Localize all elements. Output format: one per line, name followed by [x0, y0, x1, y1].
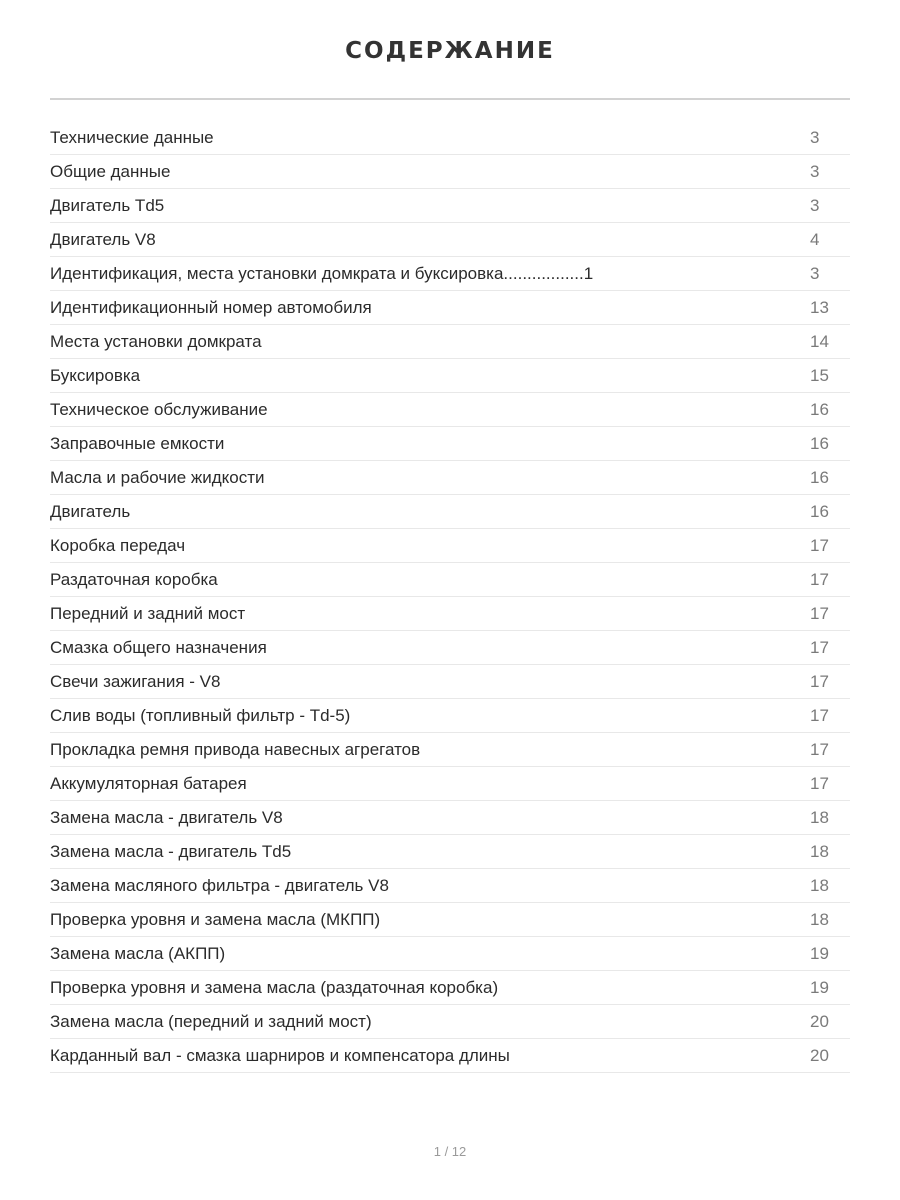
toc-entry-title: Коробка передач	[50, 535, 186, 555]
toc-entry[interactable]	[50, 1005, 850, 1039]
toc-entry-page-number: 16	[810, 399, 829, 419]
toc-entry-title: Замена масла (передний и задний мост)	[50, 1011, 372, 1031]
toc-entry-title: Аккумуляторная батарея	[50, 773, 247, 793]
toc-entry-page-number: 3	[810, 161, 820, 181]
toc-entry[interactable]	[50, 393, 850, 427]
toc-entry-title: Смазка общего назначения	[50, 637, 267, 657]
toc-entry-page-number: 16	[810, 467, 829, 487]
toc-entry-title: Двигатель V8	[50, 229, 156, 249]
toc-entry-page-number: 17	[810, 637, 829, 657]
toc-entry[interactable]	[50, 801, 850, 835]
toc-entry[interactable]	[50, 121, 850, 155]
toc-entry-page-number: 19	[810, 943, 829, 963]
toc-entry[interactable]	[50, 189, 850, 223]
toc-entry-page-number: 3	[810, 263, 820, 283]
toc-entry[interactable]	[50, 903, 850, 937]
toc-entry-title: Замена масла - двигатель V8	[50, 807, 283, 827]
toc-entry-title: Передний и задний мост	[50, 603, 246, 623]
toc-entry-title: Замена масла - двигатель Td5	[50, 841, 292, 861]
toc-entry-title: Проверка уровня и замена масла (МКПП)	[50, 909, 381, 929]
toc-entry[interactable]	[50, 767, 850, 801]
toc-entry-title: Прокладка ремня привода навесных агрегатов	[50, 739, 421, 759]
title-divider	[50, 98, 850, 100]
toc-entry[interactable]	[50, 971, 850, 1005]
toc-entry[interactable]	[50, 937, 850, 971]
toc-entry-title: Двигатель	[50, 501, 131, 521]
toc-entry[interactable]	[50, 1039, 850, 1073]
toc-entry-title: Карданный вал - смазка шарниров и компенсатора длины	[50, 1045, 510, 1065]
toc-entry-title: Масла и рабочие жидкости	[50, 467, 265, 487]
toc-entry-page-number: 20	[810, 1045, 829, 1065]
toc-entry-title: Места установки домкрата	[50, 331, 262, 351]
page-title: СОДЕРЖАНИЕ	[345, 38, 555, 64]
toc-entry-page-number: 17	[810, 535, 829, 555]
toc-entry-title: Раздаточная коробка	[50, 569, 218, 589]
toc-entry[interactable]	[50, 563, 850, 597]
toc-entry-page-number: 4	[810, 229, 820, 249]
toc-entry[interactable]	[50, 325, 850, 359]
page-indicator: 1 / 12	[433, 1144, 467, 1159]
toc-entry-title: Технические данные	[50, 127, 214, 147]
toc-entry-page-number: 13	[810, 297, 829, 317]
toc-entry[interactable]	[50, 869, 850, 903]
toc-entry-page-number: 17	[810, 739, 829, 759]
toc-entry[interactable]	[50, 427, 850, 461]
toc-entry-page-number: 14	[810, 331, 829, 351]
toc-entry-title: Общие данные	[50, 161, 171, 181]
toc-entry-title: Идентификация, места установки домкрата и буксировка.................1	[50, 263, 594, 283]
toc-entry-page-number: 20	[810, 1011, 829, 1031]
toc-entry-page-number: 17	[810, 705, 829, 725]
toc-entry[interactable]	[50, 461, 850, 495]
toc-entry-page-number: 3	[810, 195, 820, 215]
toc-entry[interactable]	[50, 631, 850, 665]
toc-entry[interactable]	[50, 835, 850, 869]
toc-entry-page-number: 18	[810, 909, 829, 929]
toc-entry-page-number: 3	[810, 127, 820, 147]
toc-entry[interactable]	[50, 359, 850, 393]
toc-entry-page-number: 19	[810, 977, 829, 997]
toc-entry[interactable]	[50, 223, 850, 257]
toc-entry-title: Замена масла (АКПП)	[50, 943, 226, 963]
toc-entry[interactable]	[50, 733, 850, 767]
toc-entry-title: Свечи зажигания - V8	[50, 671, 221, 691]
toc-entry-title: Проверка уровня и замена масла (раздаточная коробка)	[50, 977, 499, 997]
toc-entry-page-number: 17	[810, 773, 829, 793]
toc-entry[interactable]	[50, 495, 850, 529]
toc-entry-page-number: 16	[810, 433, 829, 453]
toc-entry-page-number: 17	[810, 671, 829, 691]
toc-entry[interactable]	[50, 257, 850, 291]
toc-entry-page-number: 18	[810, 841, 829, 861]
toc-entry-title: Буксировка	[50, 365, 141, 385]
toc-entry-title: Замена масляного фильтра - двигатель V8	[50, 875, 389, 895]
toc-entry[interactable]	[50, 529, 850, 563]
table-of-contents	[50, 121, 850, 1073]
toc-entry-title: Слив воды (топливный фильтр - Td-5)	[50, 705, 351, 725]
toc-entry[interactable]	[50, 597, 850, 631]
toc-entry-title: Двигатель Td5	[50, 195, 165, 215]
toc-entry-title: Идентификационный номер автомобиля	[50, 297, 372, 317]
toc-entry[interactable]	[50, 291, 850, 325]
toc-entry-page-number: 17	[810, 603, 829, 623]
toc-entry-page-number: 18	[810, 807, 829, 827]
toc-entry-page-number: 17	[810, 569, 829, 589]
toc-entry-page-number: 15	[810, 365, 829, 385]
toc-entry[interactable]	[50, 699, 850, 733]
toc-entry-page-number: 18	[810, 875, 829, 895]
toc-entry-title: Заправочные емкости	[50, 433, 225, 453]
toc-entry-page-number: 16	[810, 501, 829, 521]
toc-entry[interactable]	[50, 155, 850, 189]
toc-entry[interactable]	[50, 665, 850, 699]
toc-entry-title: Техническое обслуживание	[50, 399, 268, 419]
